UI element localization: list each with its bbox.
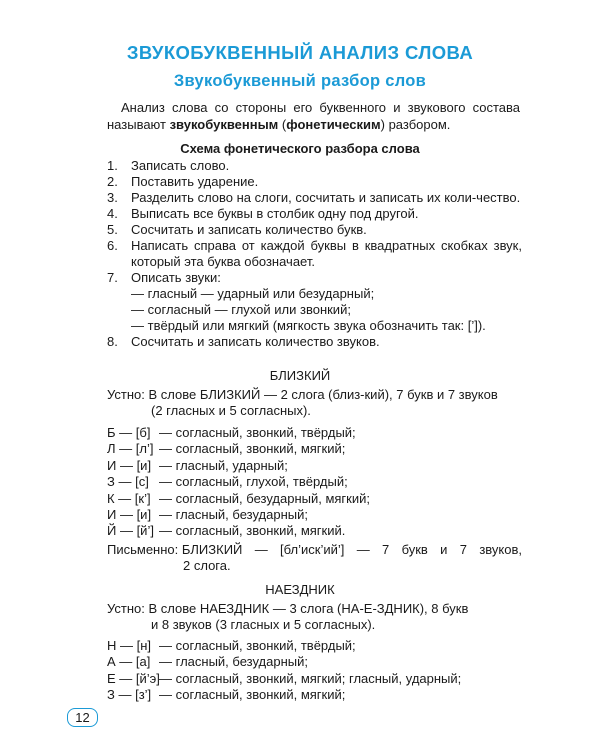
word2-oral-line1: Устно: В слове НАЕЗДНИК — 3 слога (НА-Е-ЗДНИК), 8 букв bbox=[107, 601, 469, 616]
intro-term-1: звукобуквенным bbox=[169, 117, 279, 132]
step-subitem: — согласный — глухой или звонкий; bbox=[131, 302, 351, 317]
intro-term-2: фонетическим bbox=[286, 117, 381, 132]
step-subitem: — гласный — ударный или безударный; bbox=[131, 286, 375, 301]
word1-letters bbox=[107, 425, 522, 540]
scheme-title: Схема фонетического разбора слова bbox=[180, 141, 420, 156]
word1-heading: БЛИЗКИЙ bbox=[269, 368, 331, 383]
page-number: 12 bbox=[67, 708, 98, 727]
letter-row: З — [з’] — согласный, звонкий, мягкий; bbox=[107, 687, 346, 703]
intro-text-1: Анализ слова со стороны его буквенного и звукового состава называют bbox=[107, 100, 520, 132]
word2-letters bbox=[107, 638, 522, 704]
word1-written bbox=[107, 542, 522, 574]
step-item: 2. Поставить ударение. bbox=[107, 174, 259, 189]
step-item: 8. Сосчитать и записать количество звуков. bbox=[107, 334, 380, 349]
step-subitem: — твёрдый или мягкий (мягкость звука обозначить так: [’]). bbox=[131, 318, 486, 333]
intro-paren: ( bbox=[278, 117, 287, 132]
intro-paragraph bbox=[107, 99, 520, 133]
word1-written-line2: 2 слога. bbox=[183, 558, 231, 573]
letter-row: Л — [л’] — согласный, звонкий, мягкий; bbox=[107, 441, 346, 457]
word2-heading: НАЕЗДНИК bbox=[265, 582, 335, 597]
word2-oral bbox=[107, 601, 522, 633]
scheme-steps bbox=[107, 158, 522, 350]
word2-oral-line2: и 8 звуков (3 гласных и 5 согласных). bbox=[151, 617, 376, 632]
letter-row: А — [а] — гласный, безударный; bbox=[107, 654, 308, 670]
letter-row: И — [и] — гласный, ударный; bbox=[107, 457, 288, 473]
word1-oral bbox=[107, 387, 522, 419]
intro-text-2: ) разбором. bbox=[380, 117, 451, 132]
step-item: 6. Написать справа от каждой буквы в квадратных скобках звук, который эта буква обозначает. bbox=[107, 238, 522, 269]
letter-row: Е — [й’э]— согласный, звонкий, мягкий; гласный, ударный; bbox=[107, 670, 462, 686]
letter-row: Н — [н] — согласный, звонкий, твёрдый; bbox=[107, 638, 356, 653]
page-title: ЗВУКОБУКВЕННЫЙ АНАЛИЗ СЛОВА bbox=[126, 42, 474, 63]
step-item: 7. Описать звуки: — гласный — ударный или безударный; — согласный — глухой или звонкий; — твёрдый или мягкий (мягкость звука обозначить так: [’]). bbox=[107, 270, 522, 334]
word1-written-line1: Письменно: БЛИЗКИЙ — [бл’иск’ий’] — 7 букв и 7 звуков, bbox=[107, 542, 522, 557]
step-item: 1. Записать слово. bbox=[107, 158, 230, 173]
letter-row: Б — [б] — согласный, звонкий, твёрдый; bbox=[107, 425, 356, 440]
step-item: 3. Разделить слово на слоги, сосчитать и записать их коли-чество. bbox=[107, 190, 521, 205]
step-item: 5. Сосчитать и записать количество букв. bbox=[107, 222, 367, 237]
word1-oral-line1: Устно: В слове БЛИЗКИЙ — 2 слога (близ-кий), 7 букв и 7 звуков bbox=[107, 387, 498, 402]
section-subtitle: Звукобуквенный разбор слов bbox=[173, 72, 427, 90]
letter-row: З — [с] — согласный, глухой, твёрдый; bbox=[107, 474, 348, 490]
step-item: 4. Выписать все буквы в столбик одну под другой. bbox=[107, 206, 419, 221]
word1-oral-line2: (2 гласных и 5 согласных). bbox=[151, 403, 311, 418]
letter-row: Й — [й’] — согласный, звонкий, мягкий. bbox=[107, 523, 346, 539]
letter-row: И — [и] — гласный, безударный; bbox=[107, 506, 308, 522]
letter-row: К — [к’] — согласный, безударный, мягкий; bbox=[107, 490, 370, 506]
